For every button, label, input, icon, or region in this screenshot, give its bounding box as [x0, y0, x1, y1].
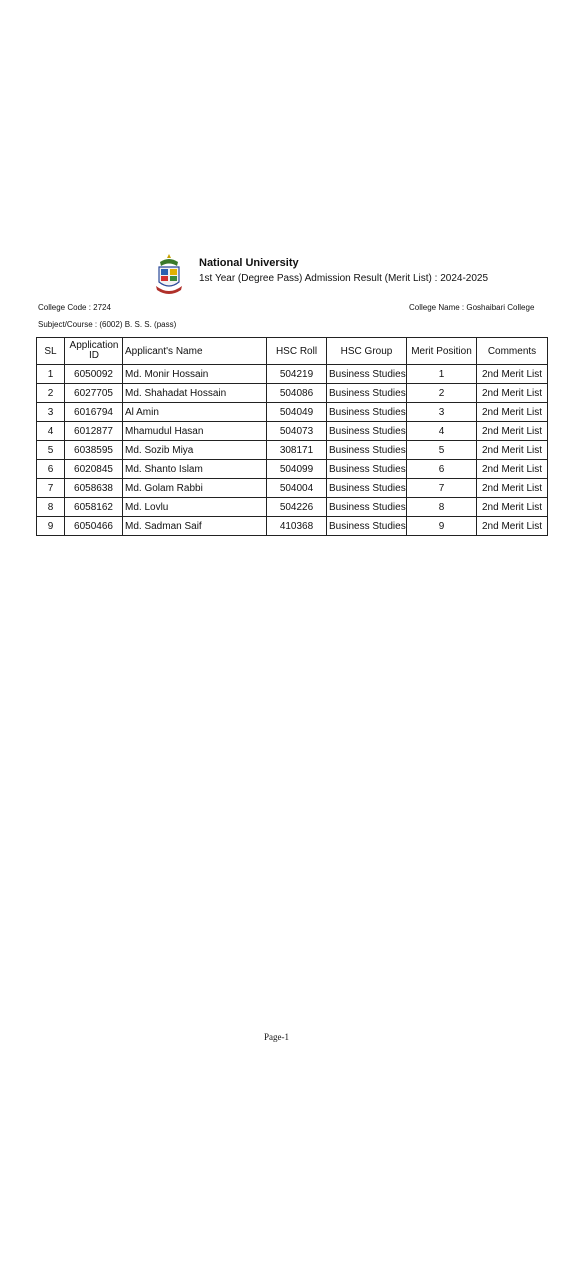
column-header-hsc-roll: HSC Roll: [267, 338, 327, 365]
university-title: National University: [199, 257, 299, 269]
table-row: [37, 422, 548, 441]
cell-hsc-roll: 504086: [267, 384, 327, 403]
cell-application-id: 6058162: [65, 498, 123, 517]
cell-comments: 2nd Merit List: [477, 441, 548, 460]
column-header-name: Applicant's Name: [123, 338, 267, 365]
cell-hsc-roll: 504226: [267, 498, 327, 517]
column-header-sl: SL: [37, 338, 65, 365]
cell-applicant-name: Md. Shahadat Hossain: [123, 384, 267, 403]
column-header-comments: Comments: [477, 338, 548, 365]
subject-course: Subject/Course : (6002) B. S. S. (pass): [38, 320, 177, 329]
cell-hsc-group: Business Studies: [327, 441, 407, 460]
cell-sl: 9: [37, 517, 65, 536]
cell-merit-position: 4: [407, 422, 477, 441]
college-code: College Code : 2724: [38, 303, 111, 312]
cell-applicant-name: Md. Sozib Miya: [123, 441, 267, 460]
cell-merit-position: 5: [407, 441, 477, 460]
table-row: [37, 441, 548, 460]
result-subtitle: 1st Year (Degree Pass) Admission Result (Merit List) : 2024-2025: [199, 273, 489, 284]
table-row: [37, 365, 548, 384]
cell-applicant-name: Md. Sadman Saif: [123, 517, 267, 536]
cell-hsc-roll: 504073: [267, 422, 327, 441]
merit-list-table: [36, 337, 548, 536]
cell-sl: 1: [37, 365, 65, 384]
cell-hsc-roll: 504219: [267, 365, 327, 384]
cell-sl: 6: [37, 460, 65, 479]
table-header-row: [37, 338, 548, 365]
cell-hsc-roll: 504004: [267, 479, 327, 498]
cell-comments: 2nd Merit List: [477, 422, 548, 441]
cell-sl: 4: [37, 422, 65, 441]
cell-hsc-roll: 410368: [267, 517, 327, 536]
cell-hsc-group: Business Studies: [327, 460, 407, 479]
column-header-application-id-label: Application ID: [69, 340, 119, 361]
cell-hsc-group: Business Studies: [327, 365, 407, 384]
cell-hsc-group: Business Studies: [327, 479, 407, 498]
cell-merit-position: 3: [407, 403, 477, 422]
cell-application-id: 6058638: [65, 479, 123, 498]
cell-comments: 2nd Merit List: [477, 460, 548, 479]
college-name: College Name : Goshaibari College: [409, 303, 535, 312]
table-row: [37, 479, 548, 498]
cell-hsc-roll: 504049: [267, 403, 327, 422]
cell-hsc-group: Business Studies: [327, 517, 407, 536]
cell-merit-position: 1: [407, 365, 477, 384]
cell-sl: 7: [37, 479, 65, 498]
cell-merit-position: 8: [407, 498, 477, 517]
table-row: [37, 460, 548, 479]
cell-comments: 2nd Merit List: [477, 498, 548, 517]
column-header-application-id: [65, 338, 123, 365]
cell-sl: 2: [37, 384, 65, 403]
cell-application-id: 6027705: [65, 384, 123, 403]
cell-applicant-name: Md. Lovlu: [123, 498, 267, 517]
cell-sl: 8: [37, 498, 65, 517]
cell-applicant-name: Mhamudul Hasan: [123, 422, 267, 441]
page-number: Page-1: [264, 1032, 289, 1042]
cell-sl: 3: [37, 403, 65, 422]
cell-merit-position: 7: [407, 479, 477, 498]
cell-merit-position: 9: [407, 517, 477, 536]
table-row: [37, 403, 548, 422]
cell-applicant-name: Md. Shanto Islam: [123, 460, 267, 479]
cell-sl: 5: [37, 441, 65, 460]
cell-hsc-roll: 308171: [267, 441, 327, 460]
cell-applicant-name: Al Amin: [123, 403, 267, 422]
cell-comments: 2nd Merit List: [477, 384, 548, 403]
cell-comments: 2nd Merit List: [477, 365, 548, 384]
cell-comments: 2nd Merit List: [477, 517, 548, 536]
cell-application-id: 6012877: [65, 422, 123, 441]
cell-applicant-name: Md. Golam Rabbi: [123, 479, 267, 498]
cell-hsc-group: Business Studies: [327, 422, 407, 441]
cell-merit-position: 2: [407, 384, 477, 403]
cell-application-id: 6016794: [65, 403, 123, 422]
cell-application-id: 6020845: [65, 460, 123, 479]
cell-hsc-group: Business Studies: [327, 384, 407, 403]
cell-comments: 2nd Merit List: [477, 479, 548, 498]
cell-hsc-group: Business Studies: [327, 498, 407, 517]
cell-application-id: 6038595: [65, 441, 123, 460]
column-header-hsc-group: HSC Group: [327, 338, 407, 365]
cell-applicant-name: Md. Monir Hossain: [123, 365, 267, 384]
cell-comments: 2nd Merit List: [477, 403, 548, 422]
cell-hsc-roll: 504099: [267, 460, 327, 479]
cell-application-id: 6050466: [65, 517, 123, 536]
national-university-logo-icon: [153, 252, 185, 296]
column-header-merit-position: Merit Position: [407, 338, 477, 365]
cell-hsc-group: Business Studies: [327, 403, 407, 422]
table-row: [37, 384, 548, 403]
cell-merit-position: 6: [407, 460, 477, 479]
table-row: [37, 517, 548, 536]
table-row: [37, 498, 548, 517]
cell-application-id: 6050092: [65, 365, 123, 384]
